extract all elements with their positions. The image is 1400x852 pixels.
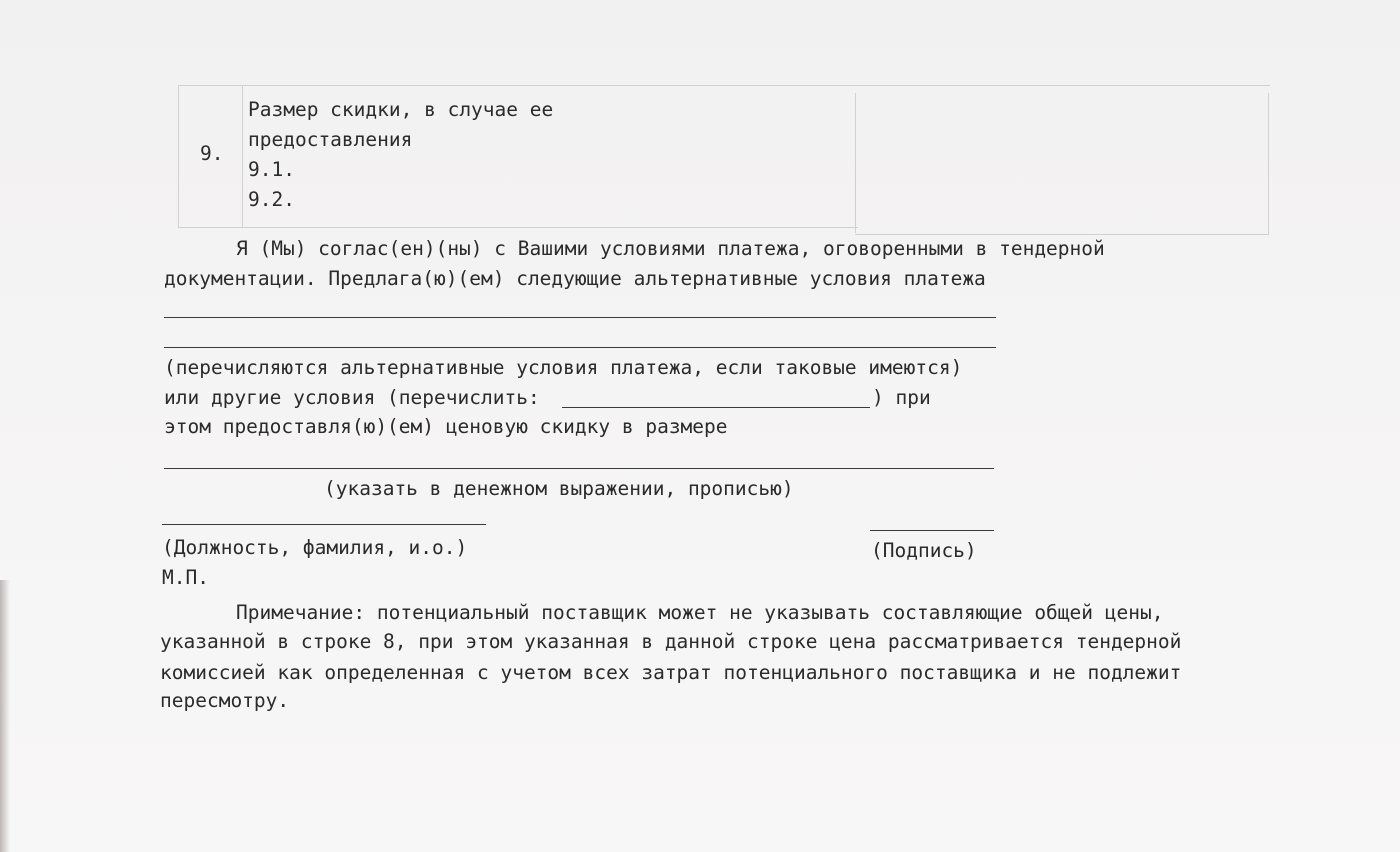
price-table	[178, 85, 1270, 235]
payment-paragraph-line-2: документации. Предлага(ю)(ем) следующие альтернативные условия платежа	[164, 267, 986, 290]
alt-payment-blank-line-1[interactable]	[164, 317, 996, 318]
alt-payment-hint: (перечисляются альтернативные условия платежа, если таковые имеются)	[164, 356, 963, 379]
discount-line: этом предоставля(ю)(ем) ценовую скидку в размере	[164, 415, 728, 438]
position-name-blank[interactable]	[162, 524, 486, 525]
alt-payment-blank-line-2[interactable]	[164, 347, 996, 348]
signature-blank[interactable]	[870, 530, 994, 531]
discount-amount-hint: (указать в денежном выражении, прописью)	[324, 477, 794, 500]
other-conditions-suffix: ) при	[872, 386, 931, 409]
table-divider-1	[242, 85, 243, 227]
table-border-top	[178, 85, 1270, 86]
row-label-line-1: Размер скидки, в случае ее	[248, 98, 554, 121]
stamp-place: М.П.	[162, 566, 209, 589]
table-border-left	[178, 85, 179, 227]
table-border-right	[1268, 93, 1269, 235]
other-conditions-prefix: или другие условия (перечислить:	[164, 386, 540, 409]
note-line-4: пересмотру.	[160, 689, 290, 712]
other-conditions-blank[interactable]	[562, 407, 870, 408]
table-divider-2	[855, 93, 856, 233]
payment-paragraph-line-1: Я (Мы) соглас(ен)(ны) с Вашими условиями платежа, оговоренными в тендерной	[236, 237, 1105, 260]
row-label-line-2: предоставления	[248, 128, 413, 151]
discount-amount-blank[interactable]	[164, 468, 994, 469]
row-label-9-1: 9.1.	[248, 158, 295, 181]
note-line-3: комиссией как определенная с учетом всех затрат потенциального поставщика и не подлежит	[160, 661, 1182, 684]
note-line-2: указанной в строке 8, при этом указанная в данной строке цена рассматривается тендерной	[160, 630, 1182, 653]
note-line-1: Примечание: потенциальный поставщик может не указывать составляющие общей цены,	[236, 601, 1164, 624]
signature-label: (Подпись)	[871, 539, 977, 562]
table-border-bottom-left	[178, 227, 858, 228]
scan-edge-shadow	[0, 580, 10, 852]
row-number: 9.	[200, 142, 224, 165]
position-name-label: (Должность, фамилия, и.о.)	[162, 536, 468, 559]
row-label-9-2: 9.2.	[248, 188, 295, 211]
